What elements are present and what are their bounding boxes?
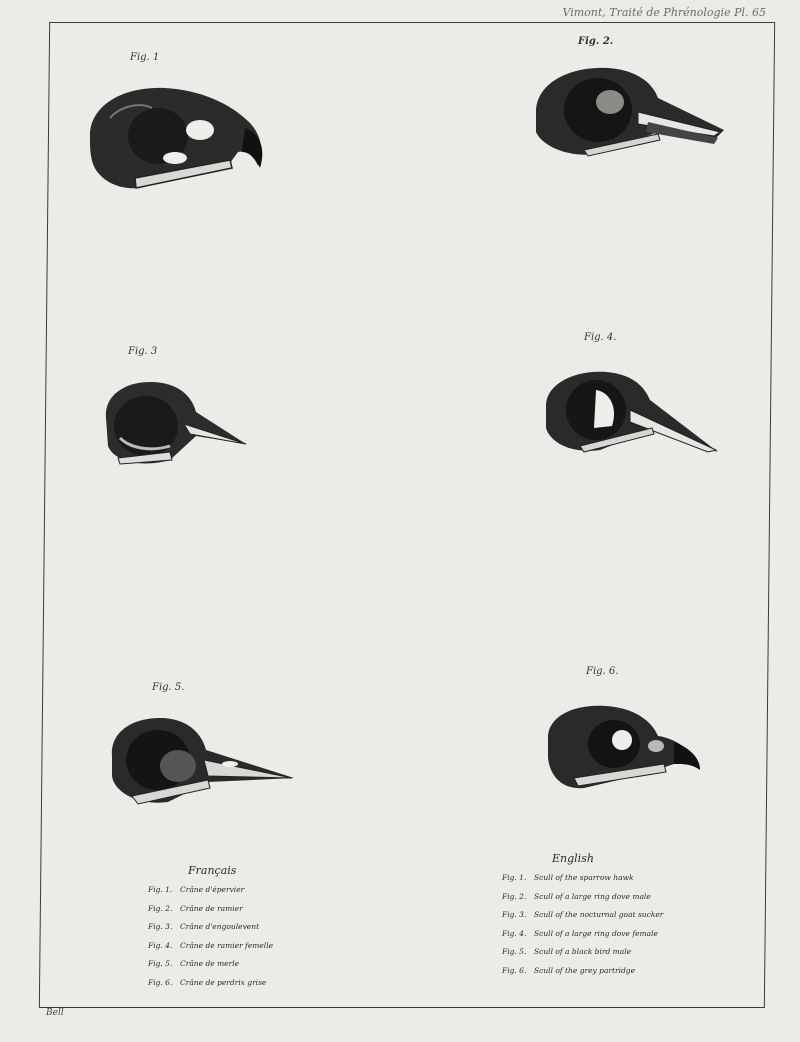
- skull-sparrow-hawk-illustration: [80, 78, 270, 198]
- fig-1-label: Fig. 1: [130, 52, 160, 63]
- caption-french-item: Fig. 4. Crâne de ramier femelle: [148, 940, 274, 950]
- fig-6-label: Fig. 6.: [586, 666, 619, 677]
- skull-goat-sucker-illustration: [100, 378, 250, 470]
- fig-4-label: Fig. 4.: [584, 332, 617, 343]
- caption-french-item: Fig. 5. Crâne de merle: [148, 959, 240, 968]
- skull-ring-dove-female-illustration: [540, 368, 722, 460]
- caption-french: [148, 864, 273, 996]
- fig-5-label: Fig. 5.: [152, 682, 185, 693]
- caption-french-title: Français: [188, 864, 237, 877]
- caption-english-item: Fig. 4. Scull of a large ring dove female: [502, 928, 658, 938]
- caption-english-item: Fig. 6. Scull of the grey partridge: [502, 965, 636, 975]
- caption-english-title: English: [552, 852, 594, 865]
- engraver-mark: Bell: [46, 1008, 64, 1018]
- caption-english-item: Fig. 2. Scull of a large ring dove male: [502, 891, 651, 901]
- caption-english-item: Fig. 1. Scull of the sparrow hawk: [502, 873, 634, 882]
- skull-grey-partridge-illustration: [544, 702, 702, 792]
- caption-french-item: Fig. 1. Crâne d'épervier: [148, 885, 245, 894]
- fig-3-label: Fig. 3: [128, 346, 158, 357]
- fig-2-label: Fig. 2.: [578, 36, 614, 47]
- caption-french-item: Fig. 6. Crâne de perdrix grise: [148, 977, 267, 987]
- caption-english-item: Fig. 3. Scull of the nocturnal goat sucker: [502, 910, 664, 919]
- caption-french-item: Fig. 2. Crâne de ramier: [148, 903, 243, 913]
- caption-french-item: Fig. 3. Crâne d'engoulevent: [148, 922, 260, 931]
- skull-ring-dove-male-illustration: [528, 62, 730, 172]
- caption-english-item: Fig. 5. Scull of a black bird male: [502, 947, 632, 956]
- skull-black-bird-male-illustration: [108, 716, 298, 808]
- plate-header: Vimont, Traité de Phrénologie Pl. 65: [562, 6, 766, 19]
- caption-english: [502, 852, 663, 984]
